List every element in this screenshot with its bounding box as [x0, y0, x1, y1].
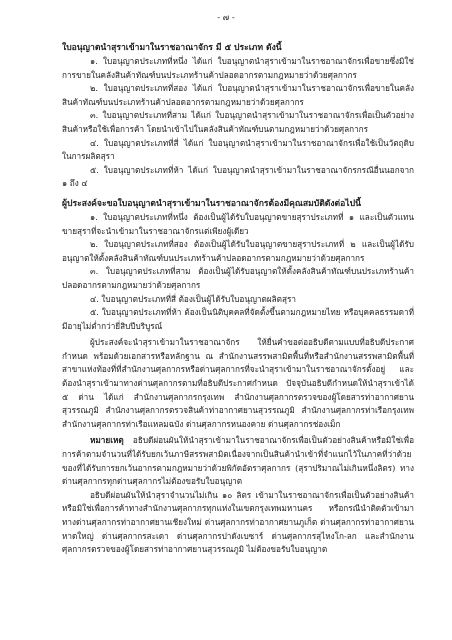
qualification-item: ๑. ใบอนุญาตประเภทที่หนึ่ง ต้องเป็นผู้ได้รับใบอนุญาตขายสุราประเภทที่ ๑ และเป็นตัวแทนขายสุราที่จะนำเข้ามาในราชอาณาจักรแต่เพียงผู้เดียว — [62, 211, 414, 236]
note-paragraph — [62, 434, 414, 488]
note-text: อธิบดีผ่อนผันให้นำสุราเข้ามาในราชอาณาจักรเพื่อเป็นตัวอย่างสินค้าหรือมิใช่เพื่อการค้าตามจำนวนที่ได้รับยกเว้นภาษีสรรพสามิตเนื่องจากเป็นสินค้านำเข้าที่จำแนกไว้ในภาคที่ว่าด้วยของที่ได้รับการยกเว้นอากรตามกฎหมายว่าด้วยพิกัดอัตราศุลกากร (สุราปริมาณไม่เกินหนึ่งลิตร) ทางด่านศุลกากรทุกด่านศุลกากรไม่ต้องขอรับใบอนุญาต — [62, 435, 414, 487]
section-heading-license-types: ใบอนุญาตนำสุราเข้ามาในราชอาณาจักร มี ๕ ประเภท ดังนี้ — [62, 43, 282, 53]
license-type-item: ๕. ใบอนุญาตประเภทที่ห้า ได้แก่ ใบอนุญาตนำสุราเข้ามาในราชอาณาจักรกรณีอื่นนอกจาก ๑ ถึง ๔ — [62, 164, 414, 189]
qualification-item: ๓. ใบอนุญาตประเภทที่สาม ต้องเป็นผู้ได้รับอนุญาตให้ตั้งคลังสินค้าทัณฑ์บนประเภทร้านค้าปลอดอากรตามกฎหมายว่าด้วยศุลกากร — [62, 266, 414, 290]
license-type-item: ๔. ใบอนุญาตประเภทที่สี่ ได้แก่ ใบอนุญาตนำสุราเข้ามาในราชอาณาจักรเพื่อใช้เป็นวัตถุดิบในการผลิตสุรา — [62, 137, 414, 162]
section-heading-qualifications: ผู้ประสงค์จะขอใบอนุญาตนำสุราเข้ามาในราชอาณาจักรต้องมีคุณสมบัติดังต่อไปนี้ — [62, 198, 361, 209]
qualification-item: ๒. ใบอนุญาตประเภทที่สอง ต้องเป็นผู้ได้รับใบอนุญาตขายสุราประเภทที่ ๒ และเป็นผู้ได้รับอนุญาตให้ตั้งคลังสินค้าทัณฑ์บนประเภทร้านค้าปลอดอากรตามกฎหมายว่าด้วยศุลกากร — [62, 239, 414, 263]
document-body — [62, 42, 414, 557]
qualification-item: ๕. ใบอนุญาตประเภทที่ห้า ต้องเป็นนิติบุคคลที่จัดตั้งขึ้นตามกฎหมายไทย หรือบุคคลธรรมดาที่มีอายุไม่ต่ำกว่ายี่สิบปีบริบูรณ์ — [62, 307, 414, 331]
license-type-item: ๓. ใบอนุญาตประเภทที่สาม ได้แก่ ใบอนุญาตนำสุราเข้ามาในราชอาณาจักรเพื่อเป็นตัวอย่างสินค้าหรือใช้เพื่อการค้า โดยนำเข้าไปในคลังสินค้าทัณฑ์บนตามกฎหมายว่าด้วยศุลกากร — [62, 110, 414, 134]
note-label: หมายเหตุ — [90, 435, 124, 446]
license-type-item: ๒. ใบอนุญาตประเภทที่สอง ได้แก่ ใบอนุญาตนำสุราเข้ามาในราชอาณาจักรเพื่อขายในคลังสินค้าทัณฑ์บนประเภทร้านค้าปลอดอากรตามกฎหมายว่าด้วยศุลกากร — [62, 83, 414, 107]
page-number: - ๗ - — [217, 13, 235, 23]
note-paragraph-2: อธิบดีผ่อนผันให้นำสุราจำนวนไม่เกิน ๑๐ ลิตร เข้ามาในราชอาณาจักรเพื่อเป็นตัวอย่างสินค้าหรือมิใช่เพื่อการค้าทางสำนักงานศุลกากรทุกแห่งในเขตกรุงเทพมหานคร หรือกรณีนำติดตัวเข้ามาทางด่านศุลกากรท่าอากาศยานเชียงใหม่ ด่านศุลกากรท่าอากาศยานภูเก็ต ด่านศุลกากรท่าอากาศยานหาดใหญ่ ด่านศุลกากรสะเดา ด่านศุลกากรปาดังเบซาร์ ด่านศุลกากรสุไหงโก-ลก และสำนักงานศุลกากรตรวจของผู้โดยสารท่าอากาศยานสุวรรณภูมิ ไม่ต้องขอรับใบอนุญาต — [62, 489, 414, 555]
application-paragraph: ผู้ประสงค์จะนำสุราเข้ามาในราชอาณาจักร ให้ยื่นคำขอต่ออธิบดีตามแบบที่อธิบดีประกาศกำหนด พร้อมด้วยเอกสารหรือหลักฐาน ณ สำนักงานสรรพสามิตพื้นที่หรือสำนักงานสรรพสามิตพื้นที่สาขาแห่งท้องที่ที่สำนักงานศุลกากรหรือด่านศุลกากรที่จะนำสุราเข้ามาในราชอาณาจักรตั้งอยู่ และต้องนำสุราเข้ามาทางด่านศุลกากรตามที่อธิบดีประกาศกำหนด ปัจจุบันอธิบดีกำหนดให้นำสุราเข้าได้ ๕ ด่าน ได้แก่ สำนักงานศุลกากรกรุงเทพ สำนักงานศุลกากรตรวจของผู้โดยสารท่าอากาศยานสุวรรณภูมิ สำนักงานศุลกากรตรวจสินค้าท่าอากาศยานสุวรรณภูมิ สำนักงานศุลกากรท่าเรือกรุงเทพ สำนักงานศุลกากรท่าเรือแหลมฉบัง ด่านศุลกากรหนองคาย ด่านศุลกากรช่องเม็ก — [62, 337, 414, 429]
qualification-item: ๔. ใบอนุญาตประเภทที่สี่ ต้องเป็นผู้ได้รับใบอนุญาตผลิตสุรา — [90, 293, 296, 304]
license-type-item: ๑. ใบอนุญาตประเภทที่หนึ่ง ได้แก่ ใบอนุญาตนำสุราเข้ามาในราชอาณาจักรเพื่อขายซึ่งมิใช่การขายในคลังสินค้าทัณฑ์บนประเภทร้านค้าปลอดอากรตามกฎหมายว่าด้วยศุลกากร — [62, 56, 414, 80]
